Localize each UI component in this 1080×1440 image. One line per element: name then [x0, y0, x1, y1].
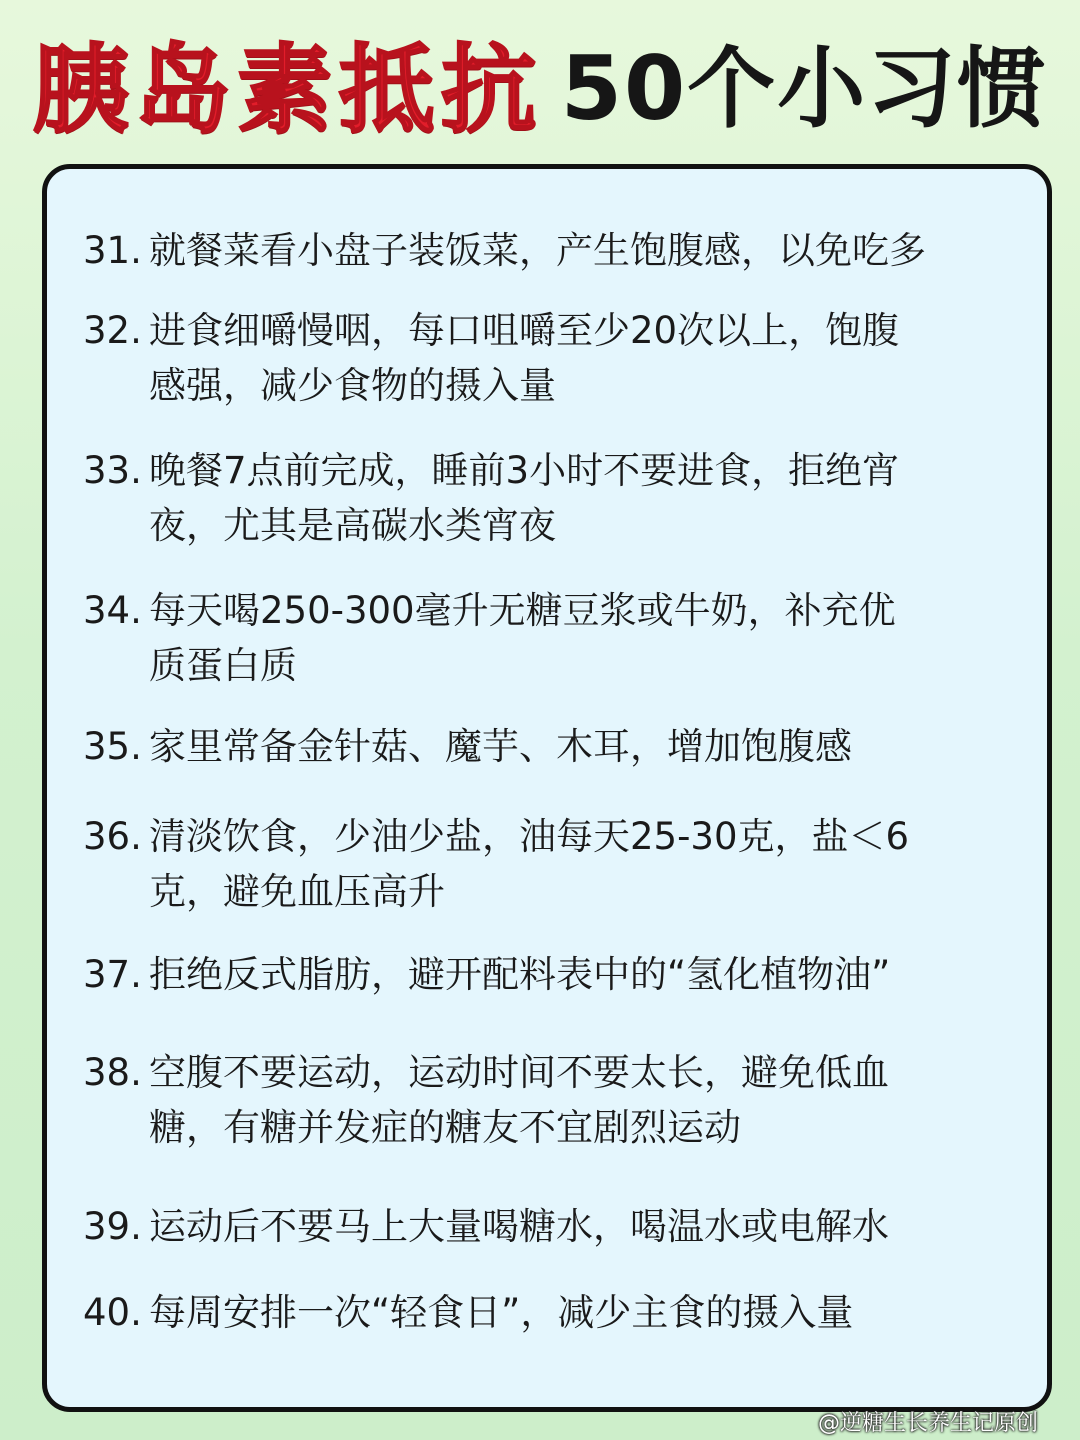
item-text: 进食细嚼慢咽，每口咀嚼至少20次以上，饱腹: [149, 309, 900, 352]
item-text: 清淡饮食，少油少盐，油每天25-30克，盐＜6: [149, 815, 910, 858]
item-number: 38.: [83, 1051, 142, 1094]
item-text-continued: 克，避免血压高升: [149, 870, 445, 913]
item-number: 33.: [83, 449, 142, 492]
content-card: [42, 164, 1052, 1412]
list-item-37: [83, 947, 890, 1002]
list-item-33: [83, 443, 899, 553]
item-text-continued: 糖，有糖并发症的糖友不宜剧烈运动: [149, 1106, 741, 1149]
item-number: 35.: [83, 725, 142, 768]
list-item-35: [83, 719, 852, 774]
item-number: 39.: [83, 1205, 142, 1248]
item-text: 运动后不要马上大量喝糖水，喝温水或电解水: [149, 1205, 889, 1248]
item-number: 32.: [83, 309, 142, 352]
page-title: [0, 22, 1080, 146]
list-item-36: [83, 809, 909, 919]
item-text: 每周安排一次“轻食日”，减少主食的摄入量: [149, 1291, 854, 1334]
item-number: 31.: [83, 229, 142, 272]
item-text: 晚餐7点前完成，睡前3小时不要进食，拒绝宵: [149, 449, 900, 492]
item-text-continued: 质蛋白质: [149, 644, 297, 687]
item-number: 37.: [83, 953, 142, 996]
item-number: 34.: [83, 589, 142, 632]
item-number: 36.: [83, 815, 142, 858]
list-item-40: [83, 1285, 853, 1340]
item-text: 空腹不要运动，运动时间不要太长，避免低血: [149, 1051, 889, 1094]
title-suffix: 50个小习惯: [560, 37, 1048, 140]
list-item-39: [83, 1199, 889, 1254]
watermark: @逆糖生长养生记原创: [817, 1411, 1038, 1436]
item-text-continued: 感强，减少食物的摄入量: [149, 364, 556, 407]
list-item-34: [83, 583, 896, 693]
item-text: 每天喝250-300毫升无糖豆浆或牛奶，补充优: [149, 589, 896, 632]
item-text: 就餐菜看小盘子装饭菜，产生饱腹感，以免吃多: [149, 229, 926, 272]
item-text-continued: 夜，尤其是高碳水类宵夜: [149, 504, 556, 547]
item-text: 家里常备金针菇、魔芋、木耳，增加饱腹感: [149, 725, 852, 768]
item-number: 40.: [83, 1291, 142, 1334]
list-item-32: [83, 303, 899, 413]
list-item-38: [83, 1045, 889, 1155]
title-highlight: 胰岛素抵抗: [32, 33, 543, 146]
list-item-31: [83, 223, 926, 278]
item-text: 拒绝反式脂肪，避开配料表中的“氢化植物油”: [149, 953, 891, 996]
